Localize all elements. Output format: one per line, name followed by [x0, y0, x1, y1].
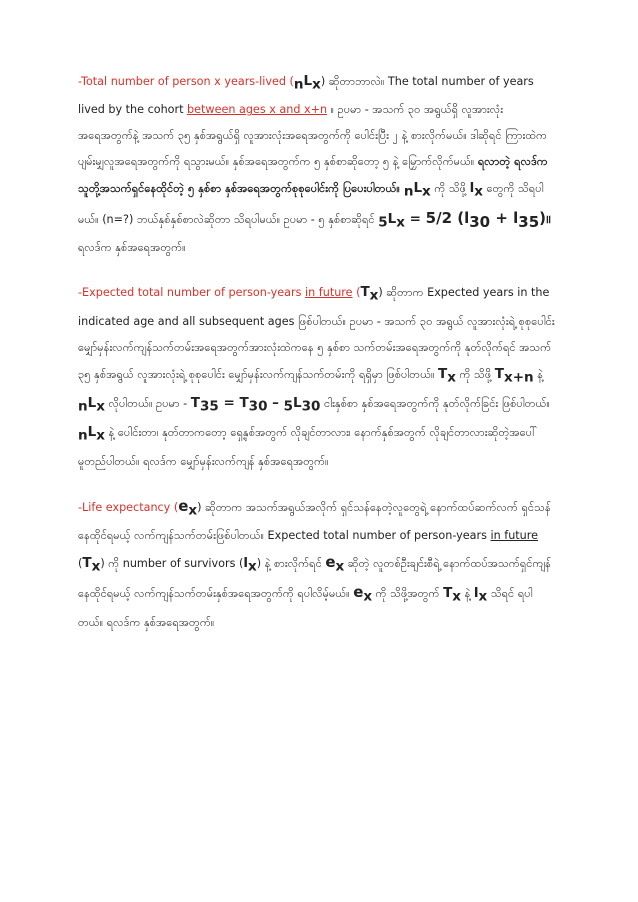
text-run: T: [438, 365, 448, 382]
text-run: ငါးနှစ်စာ နှစ်အရေအတွက်ကို နုတ်လိုက်ခြင်း ဖြစ်ပါတယ်။: [320, 396, 550, 410]
text-run: 5: [378, 214, 388, 231]
text-run: တွေကို သိရပါမယ်။ (n=?) ဘယ်နှစ်နှစ်စာလဲဆိုတာ သိရပါမယ်။ ဥပမာ - ၅ နှစ်စာဆိုရင်: [78, 182, 544, 226]
text-run: ) နဲ့ စားလိုက်ရင်: [256, 557, 326, 570]
text-run: L: [87, 424, 97, 441]
text-run: ) ဆိုတာက အသက်အရွယ်အလိုက် ရှင်သန်နေတဲ့လူတွေရဲ့ နောက်ထပ်ဆက်လက် ရှင်သန်နေထိုင်ရမယ့် လက်ကျန်သက်တမ်းဖြစ်ပါတယ်။ Expected total number of person-years: [78, 500, 551, 542]
text-run: n: [78, 427, 88, 444]
text-run: ရလဒ်က နှစ်အရေအတွက်။: [78, 241, 186, 255]
text-run: x: [363, 588, 373, 605]
text-run: -Expected total number of person-years: [78, 286, 306, 300]
paragraph-life-expectancy: [78, 493, 556, 636]
text-run: x: [369, 287, 379, 304]
text-run: L: [293, 394, 302, 411]
text-run: နဲ့: [533, 367, 543, 381]
text-run: e: [353, 583, 364, 602]
text-run: x: [188, 502, 198, 518]
text-run: x: [96, 398, 105, 415]
text-run: x+n: [504, 368, 534, 385]
text-run: )။: [539, 208, 551, 227]
text-run: L: [303, 73, 313, 89]
text-run: T: [360, 284, 370, 301]
text-run: n: [293, 76, 304, 93]
text-run: -Total number of person x years-lived (: [78, 75, 294, 88]
text-run: သိရင် ရပါတယ်။ ရလဒ်က နှစ်အရေအတွက်။: [78, 587, 533, 629]
text-run: နဲ့: [461, 587, 474, 601]
text-run: T: [494, 365, 504, 382]
text-run: လိုပါတယ်။ ဥပမာ -: [104, 396, 191, 410]
text-run: l: [243, 555, 248, 571]
text-run: (: [352, 286, 361, 300]
text-run: x: [91, 558, 101, 575]
text-run: 5: [283, 398, 294, 415]
text-run: –: [267, 394, 284, 411]
text-run: ကို သိဖို့အတွက်: [372, 587, 444, 601]
text-run: x: [96, 427, 105, 444]
text-run: l: [469, 180, 475, 197]
text-run: L: [87, 394, 97, 411]
text-run: x: [474, 183, 483, 200]
text-run: in future: [305, 286, 353, 300]
text-run: =: [404, 210, 426, 227]
text-run: x: [396, 214, 405, 231]
text-run: ) ဆိုတာက Expected years in the indicated age and all subsequent ages ဖြစ်ပါတယ်။ ဥပမာ - အသက် ၃၀ အရွယ် လူအားလုံးရဲ့ စုစုပေါင်း မျှော်မှန်းလက်ကျန်သက်တမ်းအရေအတွက်အားလုံးထဲကနေ ၅ နှစ်စာ သက်တမ်းအရေအတွက်ကို နုတ်လိုက်ရင် အသက် ၃၅ နှစ်အရွယ် လူအားလုံးရဲ့ စုစုပေါင်း မျှော်မှန်းလက်ကျန်သက်တမ်းကို ရရှိမှာ ဖြစ်ပါတယ်။: [78, 286, 555, 381]
text-run: ကို သိဖို့: [430, 182, 470, 196]
text-run: L: [413, 180, 423, 197]
text-run: e: [178, 496, 189, 515]
paragraph-total-person-years-lived: [78, 68, 556, 261]
text-run: -Life expectancy (: [78, 500, 179, 514]
text-run: T: [190, 394, 200, 411]
text-run: ရလာတဲ့ ရလဒ်က သူတို့အသက်ရှင်နေထိုင်တဲ့ ၅ နှစ်စာ နှစ်အရေအတွက်စုစုပေါင်းကို ပြပေးပါတယ်။: [78, 155, 548, 196]
text-run: x: [335, 558, 345, 575]
text-run: ) ဆိုတာဘာလဲ။ The total number of years lived by the cohort: [78, 75, 534, 117]
text-run: = T: [218, 394, 249, 411]
text-run: နဲ့ ပေါင်းတာ၊ နုတ်တာကတော့ ရှေ့နှစ်အတွက် လိုချင်တာလား၊ နောက်နှစ်အတွက် လိုချင်တာလားဆိုတဲ့အပေါ် မူတည်ပါတယ်။ ရလဒ်က မျှော်မှန်းလက်ကျန် နှစ်အရေအတွက်။: [78, 426, 538, 468]
text-run: x: [422, 183, 431, 200]
text-run: T: [82, 555, 92, 571]
text-run: 35: [199, 398, 219, 415]
text-run: n: [403, 183, 414, 200]
text-run: (: [78, 557, 83, 570]
paragraph-expected-person-years-future: [78, 279, 556, 475]
text-run: ဆိုတဲ့ လူတစ်ဦးချင်းစီရဲ့ နောက်ထပ်အသက်ရှင်ကျန်နေထိုင်ရမယ့် လက်ကျန်သက်တမ်းနှစ်အရေအတွက်ကို ရပါလိမ့်မယ်။: [78, 557, 551, 601]
text-run: x: [478, 588, 488, 605]
text-run: ကို သိဖို့: [455, 367, 495, 381]
text-run: n: [78, 398, 88, 415]
text-run: 35: [518, 212, 540, 231]
document-body: [78, 68, 556, 654]
text-run: 30: [248, 398, 268, 415]
text-run: between ages x and x+n: [187, 103, 328, 117]
text-run: L: [387, 210, 397, 227]
text-run: 30: [469, 212, 491, 231]
text-run: T: [443, 585, 453, 602]
text-run: + l: [490, 208, 519, 227]
text-run: l: [473, 585, 479, 602]
text-run: in future: [490, 529, 539, 542]
text-run: 5/2 (l: [425, 208, 470, 227]
text-run: x: [452, 588, 461, 605]
text-run: x: [248, 558, 257, 575]
text-run: 30: [301, 398, 321, 415]
text-run: x: [447, 368, 456, 385]
text-run: x: [312, 76, 321, 93]
text-run: e: [325, 553, 336, 571]
text-run: ) ကို number of survivors (: [100, 557, 244, 570]
text-run: ။ ဥပမာ - အသက် ၃၀ အရွယ်ရှိ လူအားလုံးအရေအတွက်နဲ့ အသက် ၃၅ နှစ်အရွယ်ရှိ လူအားလုံးအရေအတွက်ကို ပေါင်းပြီး ၂ နဲ့ စားလိုက်မယ်။ ဒါဆိုရင် ကြားထဲက ပျမ်းမျှလူအရေအတွက်ကို ရသွားမယ်။ နှစ်အရေအတွက်က ၅ နှစ်စာဆိုတော့ ၅ နဲ့ မြှောက်လိုက်မယ်။: [78, 103, 548, 169]
